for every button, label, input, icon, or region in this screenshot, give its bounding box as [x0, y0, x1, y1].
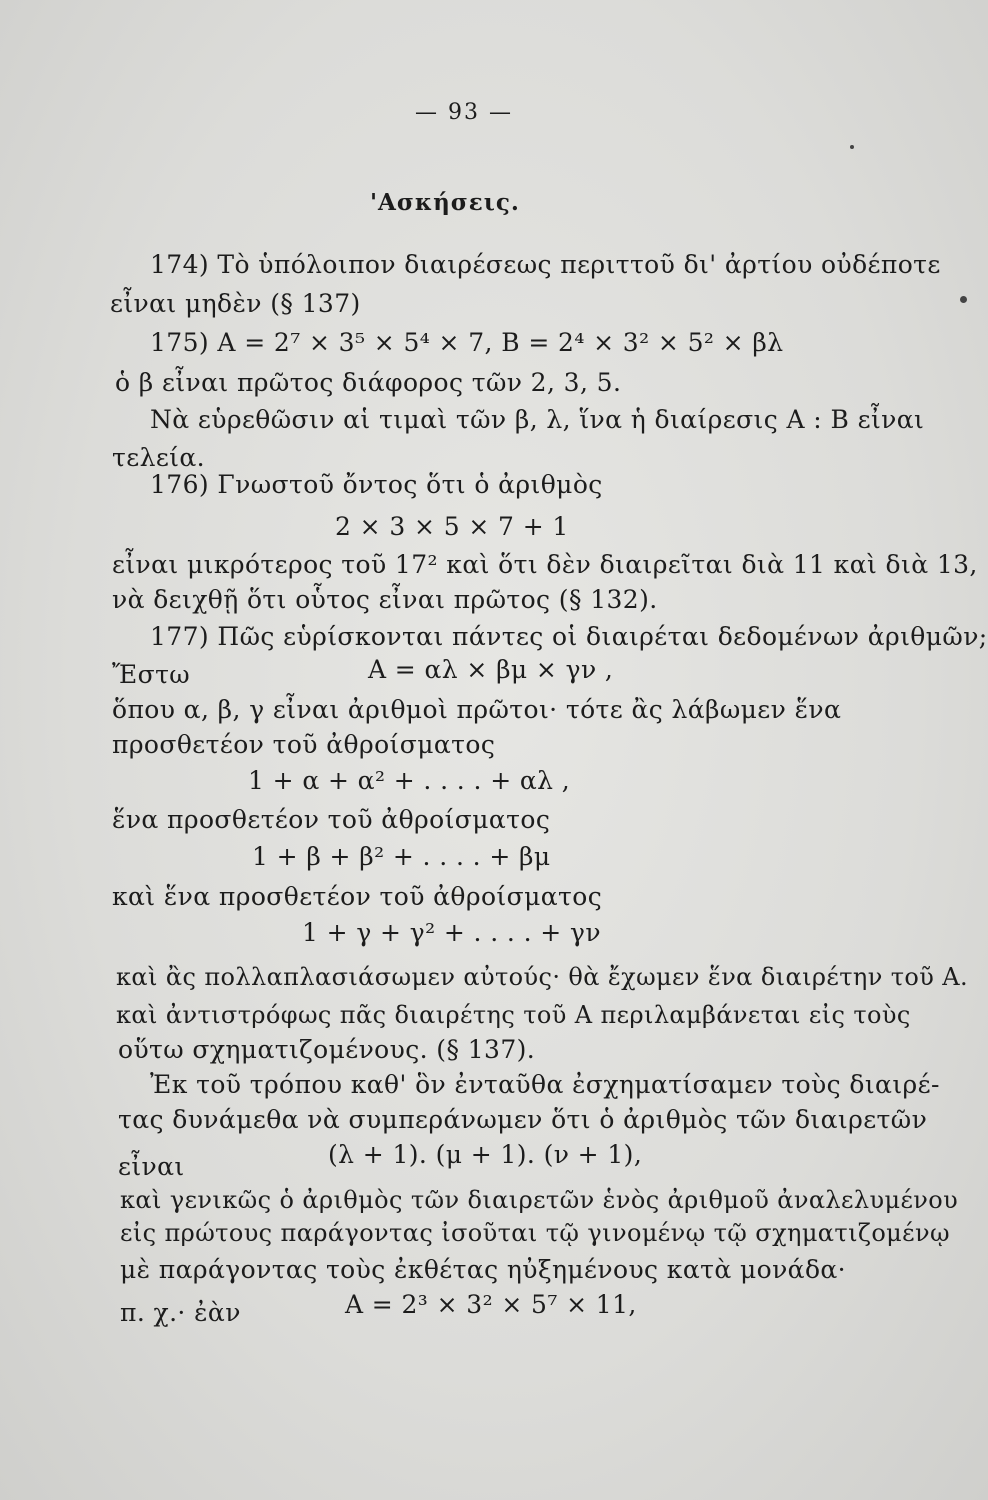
- text-line: 177) Πῶς εὑρίσκονται πάντες οἱ διαιρέται δεδομένων ἀριθμῶν;: [150, 622, 988, 651]
- text-line: προσθετέον τοῦ ἀθροίσματος: [112, 730, 496, 759]
- text-line: ἕνα προσθετέον τοῦ ἀθροίσματος: [112, 805, 551, 834]
- text-line: εἰς πρώτους παράγοντας ἰσοῦται τῷ γινομένῳ τῷ σχηματιζομένῳ: [120, 1219, 950, 1247]
- page-number: — 93 —: [415, 100, 513, 125]
- text-line: καὶ ἕνα προσθετέον τοῦ ἀθροίσματος: [112, 882, 603, 911]
- math-expression: 1 + β + β² + . . . . + βμ: [252, 842, 551, 871]
- text-line: νὰ δειχθῇ ὅτι οὗτος εἶναι πρῶτος (§ 132).: [112, 585, 658, 614]
- text-line: 175) A = 2⁷ × 3⁵ × 5⁴ × 7, B = 2⁴ × 3² × 5² × βλ: [150, 328, 784, 357]
- math-expression: 1 + γ + γ² + . . . . + γν: [302, 918, 601, 947]
- text-line: οὕτω σχηματιζομένους. (§ 137).: [118, 1035, 536, 1064]
- ink-speck: [960, 296, 967, 303]
- text-line: τας δυνάμεθα νὰ συμπεράνωμεν ὅτι ὁ ἀριθμὸς τῶν διαιρετῶν: [118, 1105, 928, 1134]
- math-expression: 1 + α + α² + . . . . + αλ ,: [248, 766, 571, 795]
- math-expression: 2 × 3 × 5 × 7 + 1: [335, 512, 569, 541]
- text-line: καὶ γενικῶς ὁ ἀριθμὸς τῶν διαιρετῶν ἑνὸς ἀριθμοῦ ἀναλελυμένου: [120, 1186, 959, 1214]
- text-line: εἶναι μηδὲν (§ 137): [110, 289, 361, 318]
- text-line: ὁ β εἶναι πρῶτος διάφορος τῶν 2, 3, 5.: [115, 368, 622, 397]
- text-line: ὅπου α, β, γ εἶναι ἀριθμοὶ πρῶτοι· τότε ἂς λάβωμεν ἕνα: [112, 695, 842, 724]
- text-line: καὶ ἀντιστρόφως πᾶς διαιρέτης τοῦ A περιλαμβάνεται εἰς τοὺς: [116, 1001, 911, 1029]
- text-line: 174) Τὸ ὑπόλοιπον διαιρέσεως περιττοῦ δι' ἀρτίου οὐδέποτε: [150, 250, 941, 279]
- text-line: εἶναι: [118, 1152, 185, 1181]
- text-line: εἶναι μικρότερος τοῦ 17² καὶ ὅτι δὲν διαιρεῖται διὰ 11 καὶ διὰ 13,: [112, 550, 978, 579]
- section-title: 'Ασκήσεις.: [370, 189, 520, 216]
- text-line: π. χ.· ἐὰν: [120, 1298, 241, 1327]
- text-line: καὶ ἂς πολλαπλασιάσωμεν αὐτούς· θὰ ἔχωμεν ἕνα διαιρέτην τοῦ A.: [116, 963, 969, 991]
- text-line: μὲ παράγοντας τοὺς ἐκθέτας ηὐξημένους κατὰ μονάδα·: [120, 1255, 847, 1284]
- math-expression: (λ + 1). (μ + 1). (ν + 1),: [328, 1140, 643, 1169]
- text-line: Νὰ εὑρεθῶσιν αἱ τιμαὶ τῶν β, λ, ἵνα ἡ διαίρεσις A : B εἶναι: [150, 405, 925, 434]
- math-expression: A = αλ × βμ × γν ,: [368, 655, 614, 684]
- text-line: Ἐκ τοῦ τρόπου καθ' ὃν ἐνταῦθα ἐσχηματίσαμεν τοὺς διαιρέ-: [150, 1070, 940, 1099]
- ink-speck: [850, 145, 854, 149]
- math-expression: A = 2³ × 3² × 5⁷ × 11,: [345, 1290, 637, 1319]
- text-line: 176) Γνωστοῦ ὄντος ὅτι ὁ ἀριθμὸς: [150, 470, 603, 499]
- text-line: τελεία.: [112, 443, 206, 472]
- text-line: Ἔστω: [112, 660, 191, 689]
